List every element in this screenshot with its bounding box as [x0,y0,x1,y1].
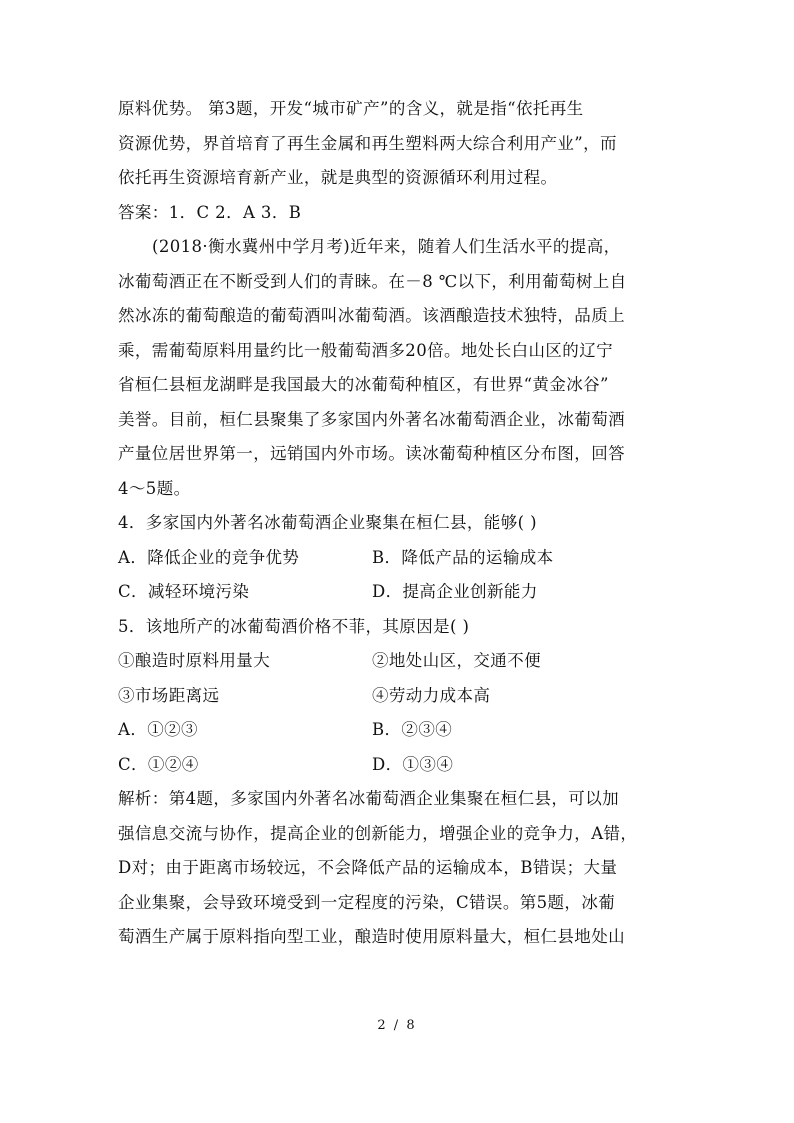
option-b: B．②③④ [372,720,453,739]
question-4-options-row-1 [118,541,680,576]
statement-3: ③市场距离远 [118,685,220,705]
question-5-options-row-1 [118,713,680,748]
passage-line: 然冰冻的葡萄酿造的葡萄酒叫冰葡萄酒。该酒酿造技术独特，品质上 [118,306,625,325]
statement-4: ④劳动力成本高 [372,685,491,705]
question-5-options-row-2 [118,748,680,783]
text-line: 原料优势。 第3题，开发“城市矿产”的含义，就是指“依托再生 [118,99,584,118]
explanation-line: 企业集聚，会导致环境受到一定程度的污染，C错误。第5题，冰葡 [118,892,616,912]
passage-line: 冰葡萄酒正在不断受到人们的青睐。在－8 ℃以下，利用葡萄树上自 [118,271,627,291]
option-a: A．①②③ [118,720,198,739]
option-d: D．①③④ [372,754,454,774]
passage-line: 4～5题。 [118,478,191,498]
document-body [118,92,680,955]
explanation-line: 萄酒生产属于原料指向型工业，酿造时使用原料量大，桓仁县地处山 [118,927,625,946]
option-c: C．减轻环境污染 [118,582,250,601]
passage-line: 乘，需葡萄原料用量约比一般葡萄酒多20倍。地处长白山区的辽宁 [118,340,613,360]
text-line: 依托再生资源培育新产业，就是典型的资源循环利用过程。 [118,168,558,187]
option-c: C．①②④ [118,754,199,774]
explanation-line: 解析：第4题，多家国内外著名冰葡萄酒企业集聚在桓仁县，可以加 [118,789,619,808]
question-4: 4．多家国内外著名冰葡萄酒企业聚集在桓仁县，能够( ) [118,513,537,532]
passage-line: 产量位居世界第一，远销国内外市场。读冰葡萄种植区分布图，回答 [118,444,625,463]
answer-line: 答案：1．C 2．A 3．B [118,202,302,222]
question-5-statements-row-2 [118,679,680,714]
statement-1: ①酿造时原料用量大 [118,651,271,670]
option-a: A．降低企业的竞争优势 [118,547,300,567]
option-b: B．降低产品的运输成本 [372,547,554,567]
question-5: 5．该地所产的冰葡萄酒价格不菲，其原因是( ) [118,616,470,636]
text-line: 资源优势，界首培育了再生金属和再生塑料两大综合利用产业”，而 [118,133,617,153]
passage-line: 省桓仁县桓龙湖畔是我国最大的冰葡萄种植区，有世界“黄金冰谷” [118,375,609,394]
explanation-line: 强信息交流与协作，提高企业的创新能力，增强企业的竞争力，A错， [118,823,638,843]
statement-2: ②地处山区，交通不便 [372,651,541,670]
option-d: D．提高企业创新能力 [372,582,538,601]
passage-line: 美誉。目前，桓仁县聚集了多家国内外著名冰葡萄酒企业，冰葡萄酒 [118,409,625,429]
question-4-options-row-2 [118,575,680,610]
explanation-line: D对；由于距离市场较远，不会降低产品的运输成本，B错误；大量 [118,858,618,877]
passage-line: (2018·衡水冀州中学月考)近年来，随着人们生活水平的提高， [152,237,621,256]
page-number: 2 / 8 [377,1018,417,1033]
question-5-statements-row-1 [118,644,680,679]
